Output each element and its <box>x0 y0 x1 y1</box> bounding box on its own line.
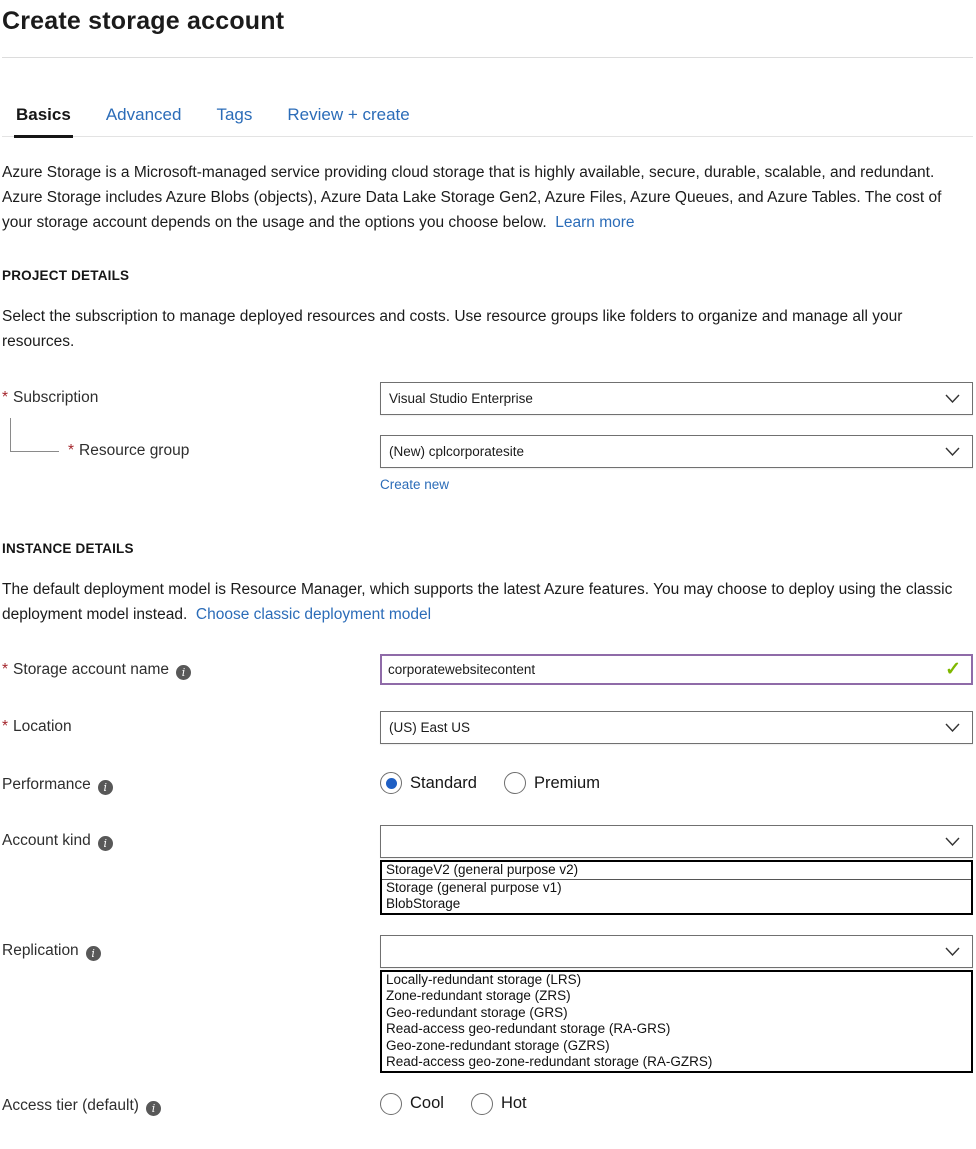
chevron-down-icon <box>945 837 960 846</box>
storage-account-name-row <box>2 654 973 685</box>
replication-options-list <box>380 970 973 1073</box>
subscription-row <box>2 382 973 415</box>
resource-group-value: (New) cplcorporatesite <box>389 444 525 459</box>
hierarchy-connector-line <box>10 418 59 452</box>
performance-row <box>2 769 973 795</box>
subscription-dropdown[interactable] <box>380 382 973 415</box>
instance-details-heading: INSTANCE DETAILS <box>2 541 134 556</box>
resource-group-label: * Resource group <box>2 435 380 460</box>
storage-account-name-label: * Storage account name i <box>2 654 380 680</box>
tab-basics[interactable]: Basics <box>14 105 73 138</box>
chevron-down-icon <box>945 394 960 403</box>
info-icon[interactable]: i <box>176 665 191 680</box>
radio-unselected-icon <box>504 772 526 794</box>
intro-text: Azure Storage is a Microsoft-managed service providing cloud storage that is highly available, secure, durable, scalable, and redundant. Azure Storage includes Azure Blobs (objects), Azure Data Lake Storage Gen2, Azure Files, Azure Queues, and Azure Tables. The cost of your storage account depends on the usage and the options you choose below. <box>2 164 942 231</box>
learn-more-link[interactable]: Learn more <box>555 214 635 231</box>
instance-details-description <box>2 577 957 627</box>
access-tier-label: Access tier (default) i <box>2 1090 380 1116</box>
account-kind-option[interactable]: BlobStorage <box>386 896 461 911</box>
info-icon[interactable]: i <box>146 1101 161 1116</box>
performance-standard-radio[interactable]: Standard <box>380 772 477 794</box>
radio-unselected-icon <box>380 1093 402 1115</box>
access-tier-radio-group <box>380 1090 973 1115</box>
choose-classic-deployment-link[interactable]: Choose classic deployment model <box>195 606 432 623</box>
tab-bar <box>2 105 973 137</box>
account-kind-options-list <box>380 860 973 915</box>
instance-details-text: The default deployment model is Resource Manager, which supports the latest Azure features. You may choose to deploy using the classic deployment model instead. <box>2 581 953 623</box>
info-icon[interactable]: i <box>98 836 113 851</box>
account-kind-label: Account kind i <box>2 825 380 851</box>
account-kind-option[interactable]: Storage (general purpose v1) <box>386 879 562 895</box>
location-label: * Location <box>2 718 72 735</box>
info-icon[interactable]: i <box>86 946 101 961</box>
resource-group-dropdown[interactable] <box>380 435 973 468</box>
storage-account-name-input[interactable] <box>388 662 945 677</box>
create-new-link[interactable]: Create new <box>380 477 450 492</box>
chevron-down-icon <box>945 447 960 456</box>
intro-paragraph <box>2 160 970 235</box>
tab-tags[interactable]: Tags <box>216 105 253 124</box>
replication-option[interactable]: Geo-zone-redundant storage (GZRS) <box>386 1037 610 1053</box>
account-kind-option[interactable]: StorageV2 (general purpose v2) <box>382 862 971 880</box>
chevron-down-icon <box>945 947 960 956</box>
location-row <box>2 711 973 744</box>
account-kind-row <box>2 825 973 915</box>
header-divider <box>2 57 973 58</box>
replication-dropdown[interactable] <box>380 935 973 968</box>
account-kind-dropdown[interactable] <box>380 825 973 858</box>
radio-unselected-icon <box>471 1093 493 1115</box>
valid-check-icon: ✓ <box>945 659 961 680</box>
access-tier-row <box>2 1090 973 1116</box>
replication-option[interactable]: Read-access geo-zone-redundant storage (RA-GZRS) <box>386 1054 713 1069</box>
replication-label: Replication i <box>2 935 380 961</box>
tab-advanced[interactable]: Advanced <box>105 105 182 124</box>
subscription-value: Visual Studio Enterprise <box>389 391 533 406</box>
storage-account-name-input-wrapper <box>380 654 973 685</box>
resource-group-row <box>2 435 973 494</box>
project-details-description: Select the subscription to manage deployed resources and costs. Use resource groups like folders to organize and manage all your resources. <box>2 308 903 350</box>
access-tier-hot-radio[interactable]: Hot <box>471 1093 527 1115</box>
radio-selected-icon <box>380 772 402 794</box>
location-value: (US) East US <box>389 720 471 735</box>
page-title: Create storage account <box>2 7 285 35</box>
required-asterisk: * <box>2 718 9 735</box>
replication-option[interactable]: Geo-redundant storage (GRS) <box>386 1004 568 1020</box>
replication-option[interactable]: Locally-redundant storage (LRS) <box>386 971 582 987</box>
tab-review-create[interactable]: Review + create <box>287 105 410 124</box>
subscription-label: * Subscription <box>2 389 99 406</box>
performance-radio-group <box>380 769 973 794</box>
access-tier-cool-radio[interactable]: Cool <box>380 1093 444 1115</box>
info-icon[interactable]: i <box>98 780 113 795</box>
replication-option[interactable]: Read-access geo-redundant storage (RA-GRS) <box>386 1021 671 1036</box>
required-asterisk: * <box>2 661 9 678</box>
chevron-down-icon <box>945 723 960 732</box>
performance-label: Performance i <box>2 769 380 795</box>
required-asterisk: * <box>2 389 9 406</box>
replication-option[interactable]: Zone-redundant storage (ZRS) <box>386 988 571 1003</box>
location-dropdown[interactable] <box>380 711 973 744</box>
required-asterisk: * <box>68 442 75 459</box>
performance-premium-radio[interactable]: Premium <box>504 772 600 794</box>
project-details-heading: PROJECT DETAILS <box>2 268 130 283</box>
replication-row <box>2 935 973 1073</box>
